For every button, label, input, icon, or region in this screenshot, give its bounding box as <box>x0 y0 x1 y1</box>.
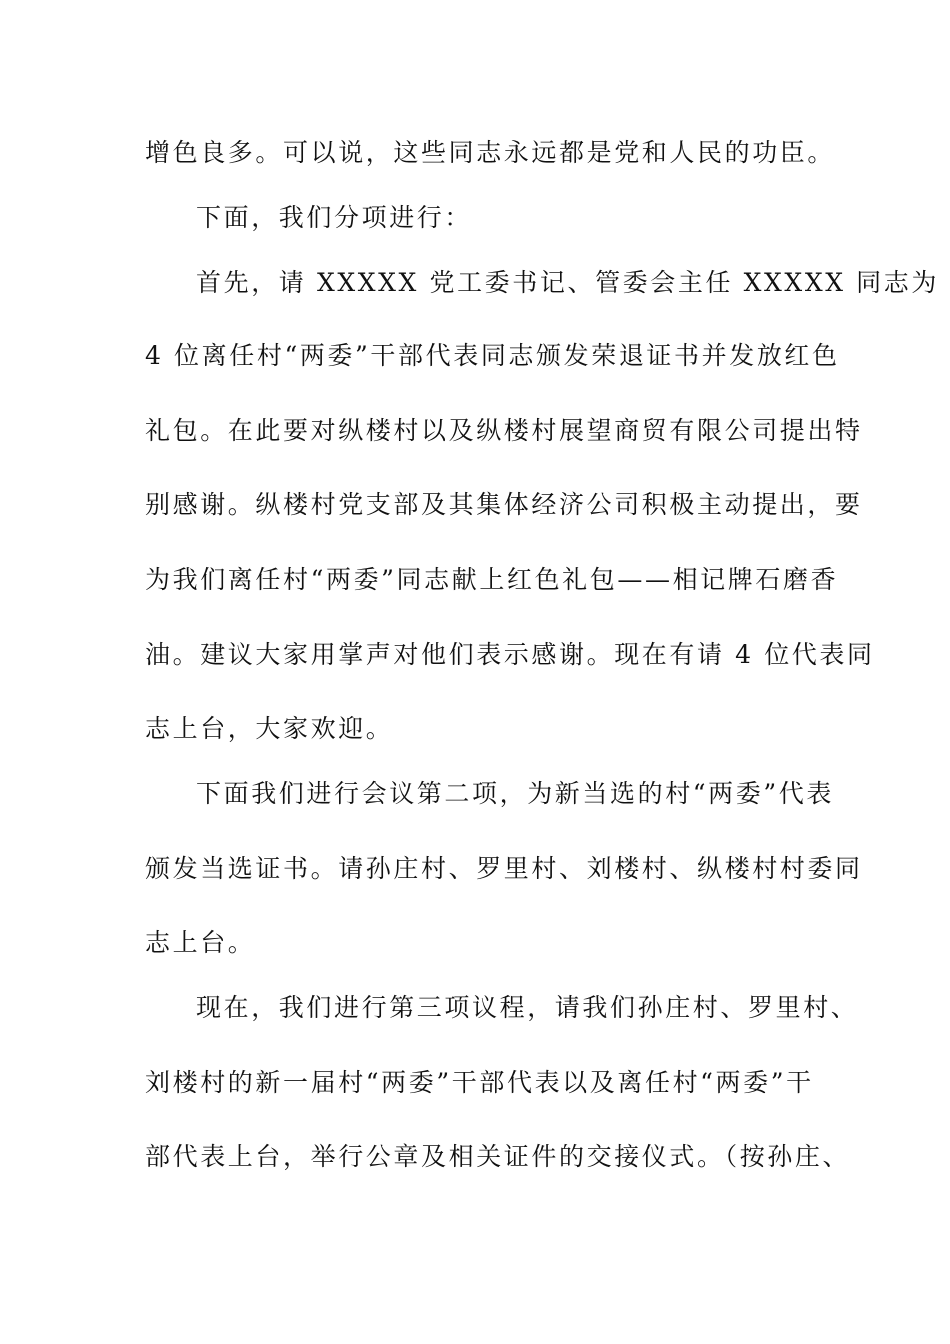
text-line-9: 志上台，大家欢迎。 <box>145 714 394 743</box>
text-line-10: 下面我们进行会议第二项，为新当选的村“两委”代表 <box>196 779 834 808</box>
text-line-15: 部代表上台，举行公章及相关证件的交接仪式。（按孙庄、 <box>145 1142 851 1171</box>
text-line-2: 下面，我们分项进行： <box>196 203 473 232</box>
text-line-11: 颁发当选证书。请孙庄村、罗里村、刘楼村、纵楼村村委同 <box>145 854 863 883</box>
text-line-8: 油。建议大家用掌声对他们表示感谢。现在有请 4 位代表同 <box>145 640 875 669</box>
text-line-3: 首先，请 XXXXX 党工委书记、管委会主任 XXXXX 同志为 <box>196 268 939 297</box>
text-line-7: 为我们离任村“两委”同志献上红色礼包——相记牌石磨香 <box>145 565 839 594</box>
text-line-12: 志上台。 <box>145 928 256 957</box>
text-line-13: 现在，我们进行第三项议程，请我们孙庄村、罗里村、 <box>196 993 859 1022</box>
text-line-1: 增色良多。可以说，这些同志永远都是党和人民的功臣。 <box>145 138 836 167</box>
text-line-4: 4 位离任村“两委”干部代表同志颁发荣退证书并发放红色 <box>145 341 840 370</box>
text-line-14: 刘楼村的新一届村“两委”干部代表以及离任村“两委”干 <box>145 1068 814 1097</box>
text-line-6: 别感谢。纵楼村党支部及其集体经济公司积极主动提出，要 <box>145 490 863 519</box>
text-line-5: 礼包。在此要对纵楼村以及纵楼村展望商贸有限公司提出特 <box>145 416 863 445</box>
